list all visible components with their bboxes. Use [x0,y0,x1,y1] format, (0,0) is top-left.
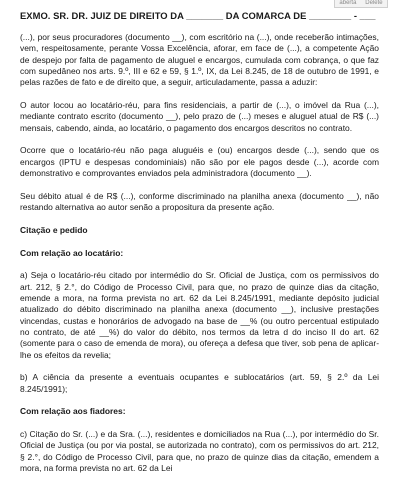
document-title: EXMO. SR. DR. JUIZ DE DIREITO DA _______ DA COMARCA DE ________ - ___ [20,10,376,21]
paragraph-facts-default: Ocorre que o locatário-réu não paga aluguéis e (ou) encargos desde (...), sendo que os encargos (IPTU e despesas condominiais) não são por ele pagos desde (...), acorde com demonstrativo e comprovantes enviados pela administradora (documento __). [20,145,379,179]
paragraph-debt: Seu débito atual é de R$ (...), conforme discriminado na planilha anexa (documento __), não restando alternativa ao autor senão a propositura da presente ação. [20,190,379,213]
paragraph-facts-lease: O autor locou ao locatário-réu, para fins residenciais, a partir de (...), o imóvel da Rua (...), mediante contrato escrito (documento __), pelo prazo de (...) meses e aluguel atual de R$ (...) mensais, cabendo, ainda, ao locatário, o pagamento dos encargos descritos no contrato. [20,100,379,133]
paragraph-item-a: a) Seja o locatário-réu citado por intermédio do Sr. Oficial de Justiça, com os permissivos do art. 212, § 2.°, do Código de Processo Civil, para que, no prazo de quinze dias da citação, emende a mora, na forma prevista no art. 62 da Lei 8.245/1991, mediante depósito judicial atualizado do débito discriminado na planilha anexa (documento __), inclusive prestações vincendas, custas e honorários de advogado na base de __% (ou outro percentual estipulado no contrato, de até __%) do valor do débito, nos termos da letra d do inciso II do art. 62 (somente para o caso de emenda de mora), ou ofereça a defesa que tiver, sob pena de aplicar-lhe os efeitos da revelia; [20,270,379,360]
paragraph-item-c: c) Citação do Sr. (...) e da Sra. (...), residentes e domiciliados na Rua (...), por intermédio do Sr. Oficial de Justiça (ou por via postal, se autorizada no contrato), com os permissivos do art. 212, § 2.°, do Código de Processo Civil, para que, no prazo de quinze dias da citação, emendem a mora, na forma prevista no art. 62 da Lei [20,429,379,474]
paragraph-item-b: b) A ciência da presente a eventuais ocupantes e sublocatários (art. 59, § 2.º da Lei 8.245/1991); [20,372,379,394]
document-body [20,32,379,486]
heading-citation: Citação e pedido [20,224,88,235]
corner-tab-left-label: aberta [339,0,357,6]
heading-guarantors: Com relação aos fiadores: [20,406,126,417]
paragraph-intro: (...), por seus procuradores (documento __), com escritório na (...), onde receberão intimações, vem, respeitosamente, perante Vossa Excelência, aforar, em face de (...), a competente Ação de despejo por falta de pagamento de aluguel e encargos, cumulada com cobrança, o que faz com supedâneo nos arts. 9.º, III e 62 e 59, § 1.º, IX, da Lei 8.245, de 18 de outubro de 1991, e pelas razões de fato e de direito que, a seguir, articuladamente, passa a aduzir: [20,32,379,88]
heading-tenant: Com relação ao locatário: [20,247,124,258]
corner-tab[interactable] [334,0,388,8]
corner-tab-right-label: Delete [365,0,383,6]
